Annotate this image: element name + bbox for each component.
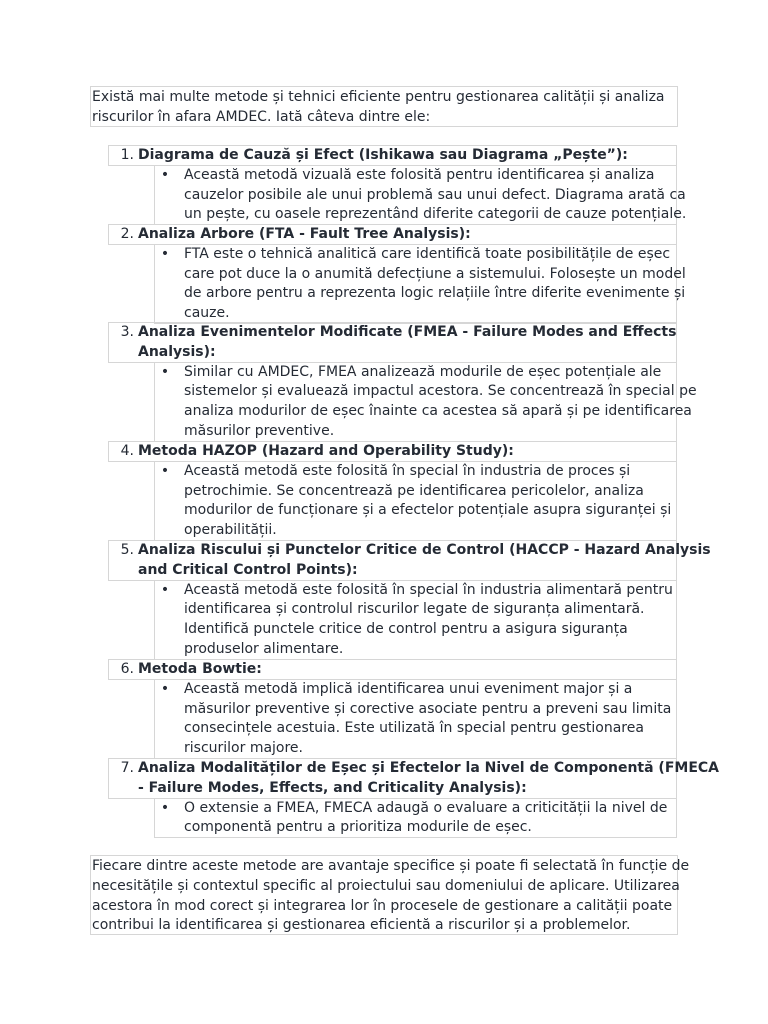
description-line: modurilor de funcționare și a efectelor potențiale asupra siguranței și xyxy=(184,502,672,519)
title-line: Analiza Riscului și Punctelor Critice de Control (HACCP - Hazard Analysis xyxy=(138,542,711,558)
list-item-number: 7. xyxy=(120,760,134,776)
description-line: Identifică punctele critice de control pentru a asigura siguranța xyxy=(184,621,628,638)
description-line: Această metodă este folosită în special în industria de proces și xyxy=(184,462,631,479)
description-line: Această metodă implică identificarea unui eveniment major și a xyxy=(184,680,633,697)
description-line: produselor alimentare. xyxy=(184,640,344,657)
list-item-description xyxy=(154,798,677,839)
description-line: operabilității. xyxy=(184,522,277,539)
bullet-icon: • xyxy=(160,462,170,479)
list-item-title xyxy=(138,442,514,462)
list-item-heading xyxy=(108,224,677,245)
title-line: Metoda Bowtie: xyxy=(138,661,262,677)
list-item-description xyxy=(154,244,686,324)
description-line: FTA este o tehnică analitică care identifică toate posibilitățile de eșec xyxy=(184,245,671,262)
description-text xyxy=(184,680,671,759)
description-line: O extensie a FMEA, FMECA adaugă o evaluare a criticității la nivel de xyxy=(184,799,668,816)
description-line: măsurilor preventive. xyxy=(184,422,335,439)
description-line: Această metodă vizuală este folosită pentru identificarea și analiza xyxy=(184,166,655,183)
description-line: petrochimie. Se concentrează pe identificarea pericolelor, analiza xyxy=(184,482,644,499)
description-line: măsurilor preventive și corective asociate pentru a preveni sau limita xyxy=(184,700,672,717)
list-item-number: 4. xyxy=(120,443,134,459)
list-item-title xyxy=(138,225,471,245)
bullet-icon: • xyxy=(160,581,170,598)
description-text xyxy=(184,462,671,541)
list-item-heading xyxy=(108,322,677,363)
conclusion-paragraph xyxy=(90,855,690,935)
conclusion-line: necesitățile și contextul specific al proiectului sau domeniului de aplicare. Utilizarea xyxy=(92,877,680,894)
description-text xyxy=(184,245,686,324)
list-item-number: 5. xyxy=(120,542,134,558)
list-item-number: 1. xyxy=(120,147,134,163)
intro-line: Există mai multe metode și tehnici eficiente pentru gestionarea calității și analiza xyxy=(92,89,665,105)
list-item-description xyxy=(154,679,677,759)
conclusion-line: Fiecare dintre aceste metode are avantaje specifice și poate fi selectată în funcție de xyxy=(92,858,690,874)
description-text xyxy=(184,581,673,660)
description-line: sistemelor și evaluează impactul acestora. Se concentrează în special pe xyxy=(184,383,697,400)
title-line: Diagrama de Cauză și Efect (Ishikawa sau Diagrama „Pește”): xyxy=(138,147,628,163)
list-item-title xyxy=(138,323,676,363)
list-item-number: 6. xyxy=(120,661,134,677)
list-item-description xyxy=(154,580,677,660)
title-line: - Failure Modes, Effects, and Criticality Analysis): xyxy=(138,779,527,796)
description-text xyxy=(184,363,697,442)
description-line: de arbore pentru a reprezenta logic relațiile între diferite evenimente și xyxy=(184,285,686,302)
description-line: cauzelor posibile ale unui problemă sau unui defect. Diagrama arată ca xyxy=(184,186,686,203)
title-line: Metoda HAZOP (Hazard and Operability Study): xyxy=(138,443,514,459)
description-line: Similar cu AMDEC, FMEA analizează modurile de eșec potențiale ale xyxy=(184,363,662,380)
description-line: identificarea și controlul riscurilor legate de siguranța alimentară. xyxy=(184,601,645,618)
description-line: cauze. xyxy=(184,305,230,322)
list-item-title xyxy=(138,541,711,581)
list-item-heading xyxy=(108,441,677,462)
description-line: consecințele acestuia. Este utilizată în special pentru gestionarea xyxy=(184,720,644,737)
list-item-number: 3. xyxy=(120,324,134,340)
description-line: care pot duce la o anumită defecțiune a sistemului. Folosește un model xyxy=(184,265,686,282)
description-line: componentă pentru a prioritiza modurile de eșec. xyxy=(184,819,532,836)
list-item-heading xyxy=(108,540,711,581)
title-line: Analiza Modalităților de Eșec și Efectelor la Nivel de Componentă (FMECA xyxy=(138,760,719,776)
title-line: Analysis): xyxy=(138,343,216,360)
list-item-description xyxy=(154,362,697,442)
description-line: Această metodă este folosită în special în industria alimentară pentru xyxy=(184,581,673,598)
list-item-heading xyxy=(108,758,719,799)
list-item-description xyxy=(154,461,677,541)
conclusion-line: acestora în mod corect și integrarea lor în procesele de gestionare a calității poate xyxy=(92,897,673,914)
bullet-icon: • xyxy=(160,166,170,183)
title-line: Analiza Evenimentelor Modificate (FMEA - Failure Modes and Effects xyxy=(138,324,677,340)
description-line: analiza modurilor de eșec înainte ca acestea să apară și pe identificarea xyxy=(184,403,692,420)
list-item-heading xyxy=(108,659,677,680)
description-text xyxy=(184,166,686,225)
description-line: un pește, cu oasele reprezentând diferite categorii de cauze potențiale. xyxy=(184,206,687,223)
description-text xyxy=(184,799,667,839)
title-line: Analiza Arbore (FTA - Fault Tree Analysis): xyxy=(138,226,471,242)
list-item-description xyxy=(154,165,687,225)
bullet-icon: • xyxy=(160,245,170,262)
list-item-title xyxy=(138,759,719,799)
description-line: riscurilor majore. xyxy=(184,740,303,757)
list-item-title xyxy=(138,660,262,680)
list-item-heading xyxy=(108,145,677,166)
bullet-icon: • xyxy=(160,799,170,816)
conclusion-line: contribui la identificarea și gestionarea eficientă a riscurilor și a problemelor. xyxy=(92,917,631,934)
list-item-number: 2. xyxy=(120,226,134,242)
intro-paragraph xyxy=(90,86,678,127)
title-line: and Critical Control Points): xyxy=(138,561,358,578)
intro-line: riscurilor în afara AMDEC. Iată câteva dintre ele: xyxy=(92,108,431,125)
list-item-title xyxy=(138,146,628,166)
bullet-icon: • xyxy=(160,363,170,380)
bullet-icon: • xyxy=(160,680,170,697)
